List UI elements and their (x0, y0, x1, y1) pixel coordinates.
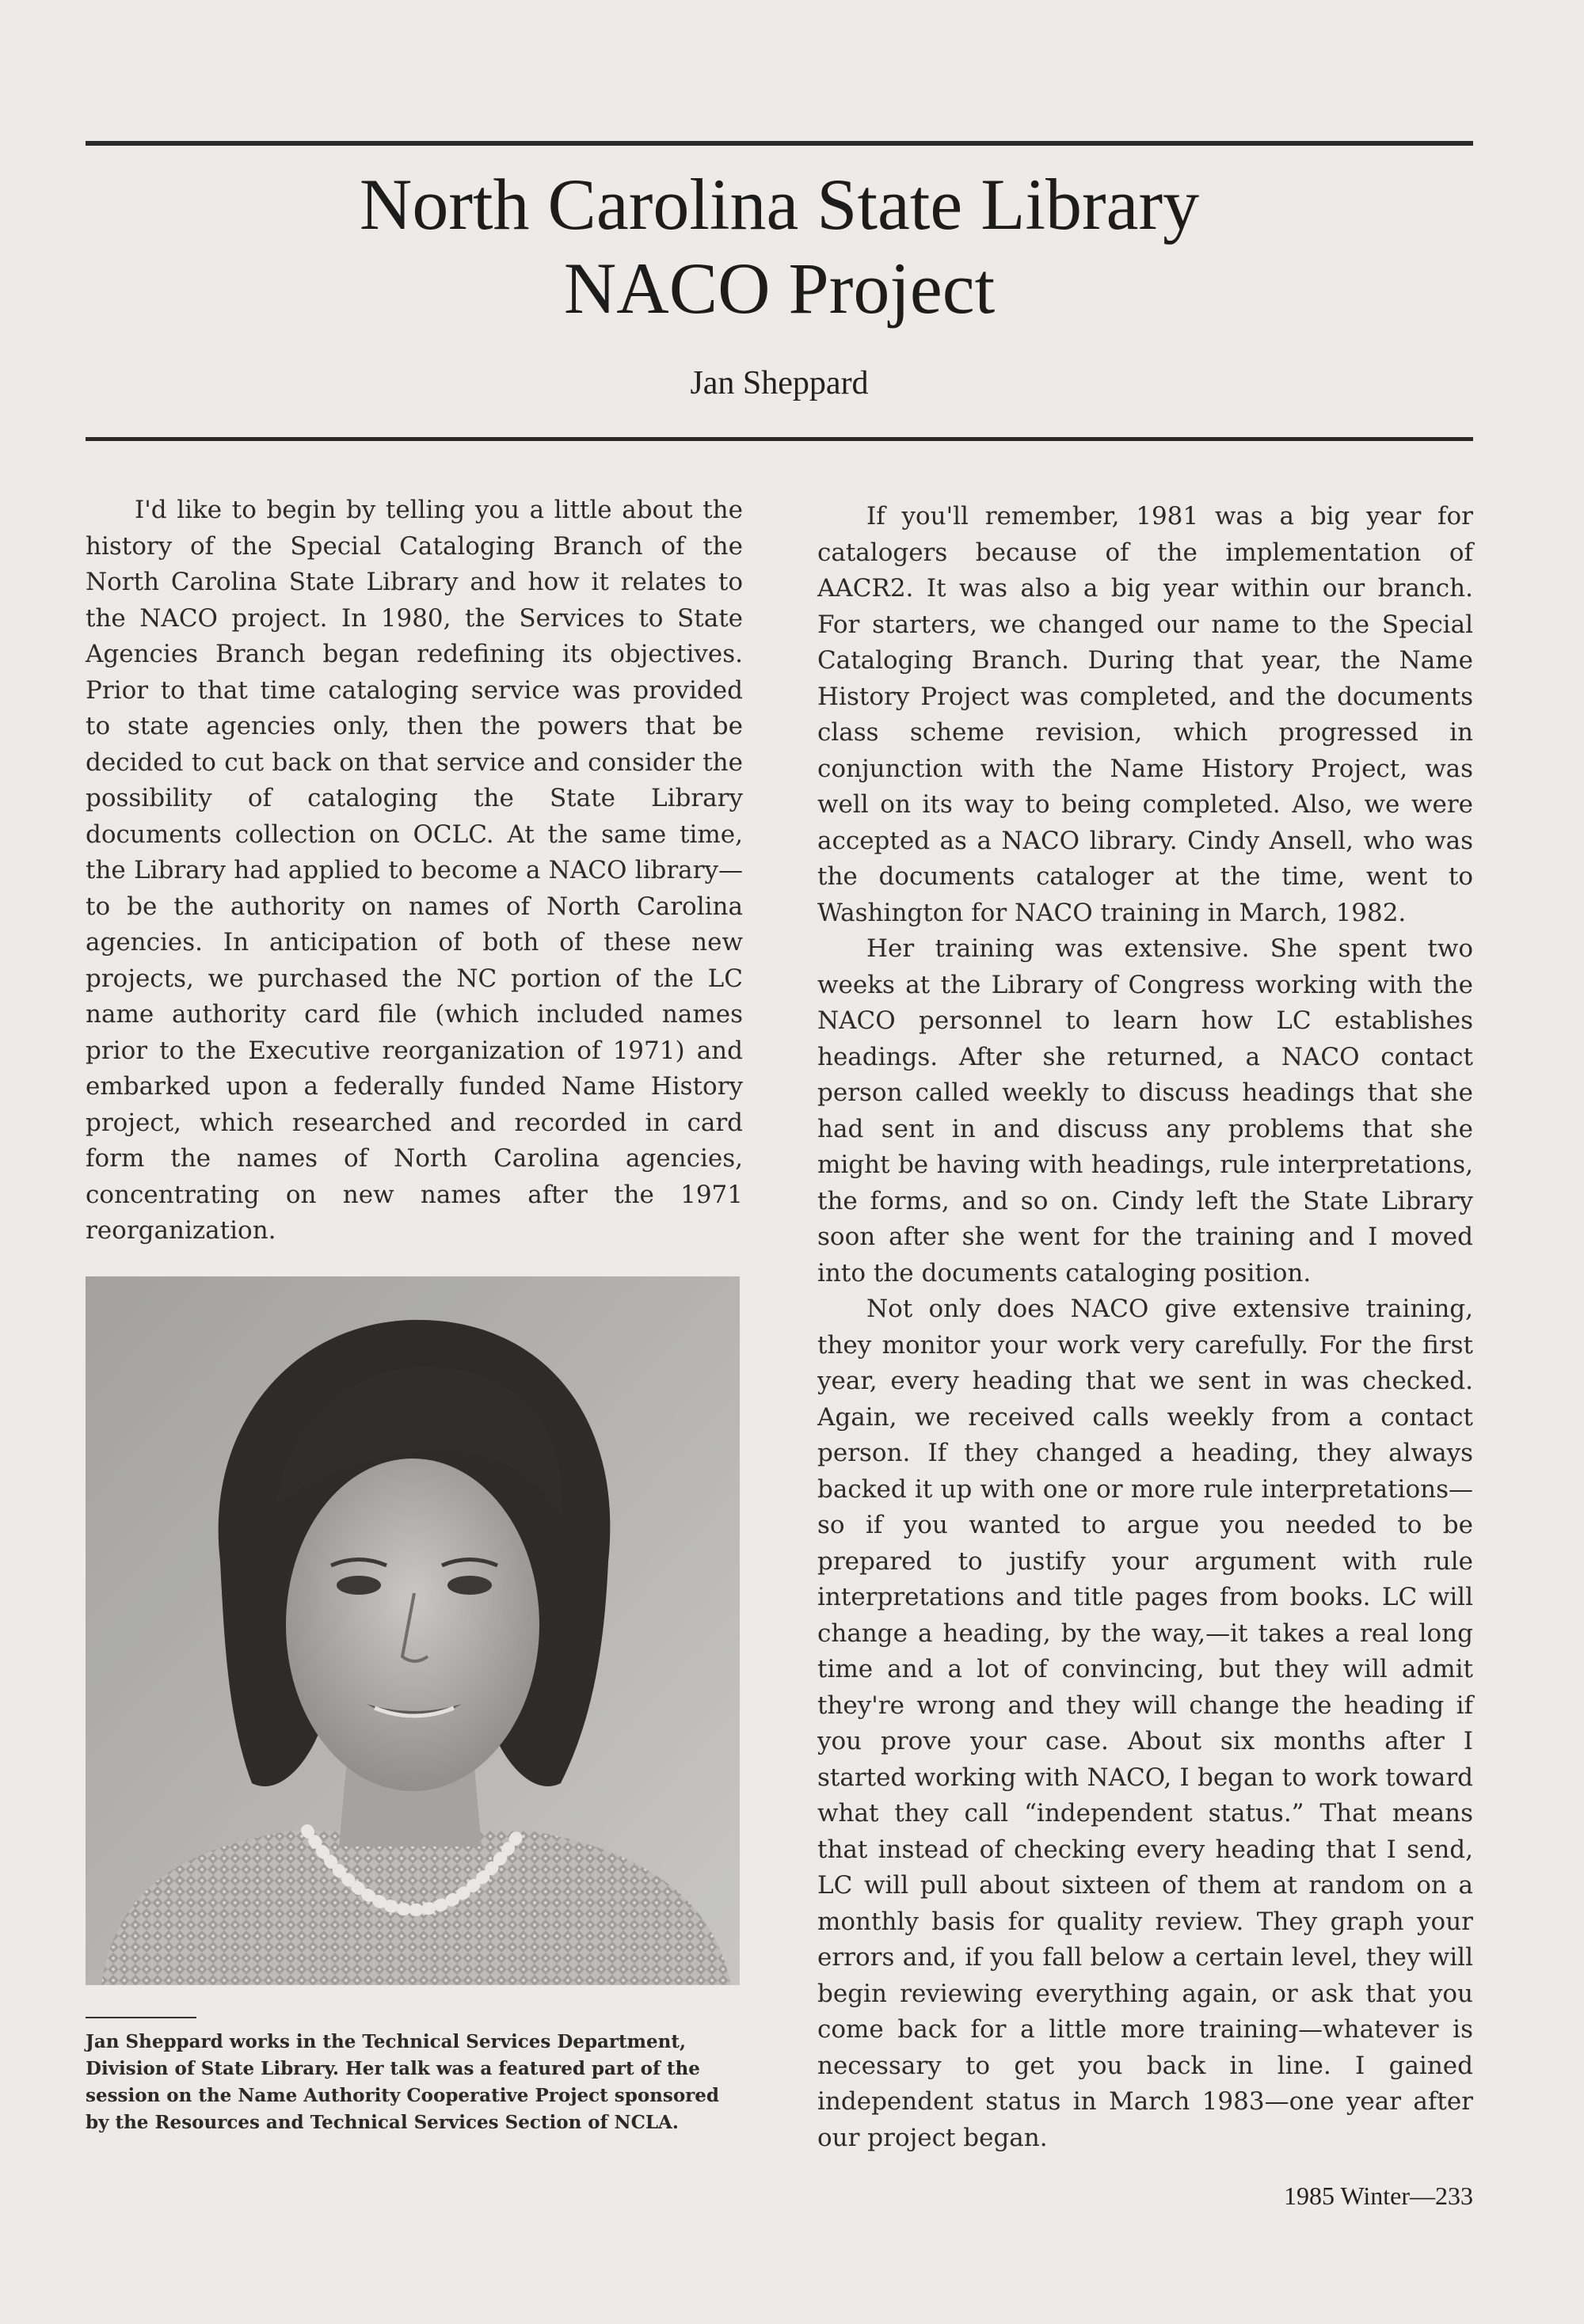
article-title (86, 162, 1473, 330)
portrait-photo-illustration (86, 1276, 740, 1985)
page-footer: 1985 Winter—233 (1284, 2181, 1473, 2210)
photo-caption: Jan Sheppard works in the Technical Services Department, Division of State Library. Her talk was a featured part of the session on the Name Authority Cooperative Project sponsored by the Resources and Technical Services Section of NCLA. (86, 2031, 720, 2133)
paragraph: I'd like to begin by telling you a little about the history of the Special Cataloging Branch of the North Carolina State Library and how it relates to the NACO project. In 1980, the Services to State Agencies Branch began redefining its objectives. Prior to that time cataloging service was provided to state agencies only, then the powers that be decided to cut back on that service and consider the possibility of cataloging the State Library documents collection on OCLC. At the same time, the Library had applied to become a NACO library—to be the authority on names of North Carolina agencies. In anticipation of both of these new projects, we purchased the NC portion of the LC name authority card file (which included names prior to the Executive reorganization of 1971) and embarked upon a federally funded Name History project, which researched and recorded in card form the names of North Carolina agencies, concentrating on new names after the 1971 reorganization. (86, 496, 743, 1245)
author-byline: Jan Sheppard (690, 365, 869, 401)
title-line-2: NACO Project (563, 248, 996, 329)
byline-rule (86, 437, 1473, 441)
top-rule (86, 141, 1473, 146)
paragraph: Not only does NACO give extensive training, they monitor your work very carefully. For the first year, every heading that we sent in was checked. Again, we received calls weekly from a contact person. If they changed a heading, they always backed it up with one or more rule interpretations—so if you wanted to argue you needed to be prepared to justify your argument with rule interpretations and title pages from books. LC will change a heading, by the way,—it takes a real long time and a lot of convincing, but they will admit they're wrong and they will change the heading if you prove your case. About six months after I started working with NACO, I began to work toward what they call “independent status.” That means that instead of checking every heading that I send, LC will pull about sixteen of them at random on a monthly basis for quality review. They graph your errors and, if you fall below a certain level, they will begin reviewing everything again, or ask that you come back for a little more training—whatever is necessary to get you back in line. I gained independent status in March 1983—one year after our project began. (817, 1295, 1473, 2152)
right-column (817, 499, 1473, 2156)
paragraph: Her training was extensive. She spent two weeks at the Library of Congress working with the NACO personnel to learn how LC establishes headings. After she returned, a NACO contact person called weekly to discuss headings that she had sent in and discuss any problems that she might be having with headings, rule interpretations, the forms, and so on. Cindy left the State Library soon after she went for the training and I moved into the documents cataloging position. (817, 934, 1473, 1288)
author-photo (86, 1276, 740, 1985)
caption-rule (86, 2017, 196, 2018)
left-column (86, 493, 743, 1249)
paragraph: If you'll remember, 1981 was a big year for catalogers because of the implementation of AACR2. It was also a big year within our branch. For starters, we changed our name to the Special Cataloging Branch. During that year, the Name History Project was completed, and the documents class scheme revision, which progressed in conjunction with the Name History Project, was well on its way to being completed. Also, we were accepted as a NACO library. Cindy Ansell, who was the documents cataloger at the time, went to Washington for NACO training in March, 1982. (817, 502, 1473, 927)
title-line-1: North Carolina State Library (359, 164, 1200, 245)
